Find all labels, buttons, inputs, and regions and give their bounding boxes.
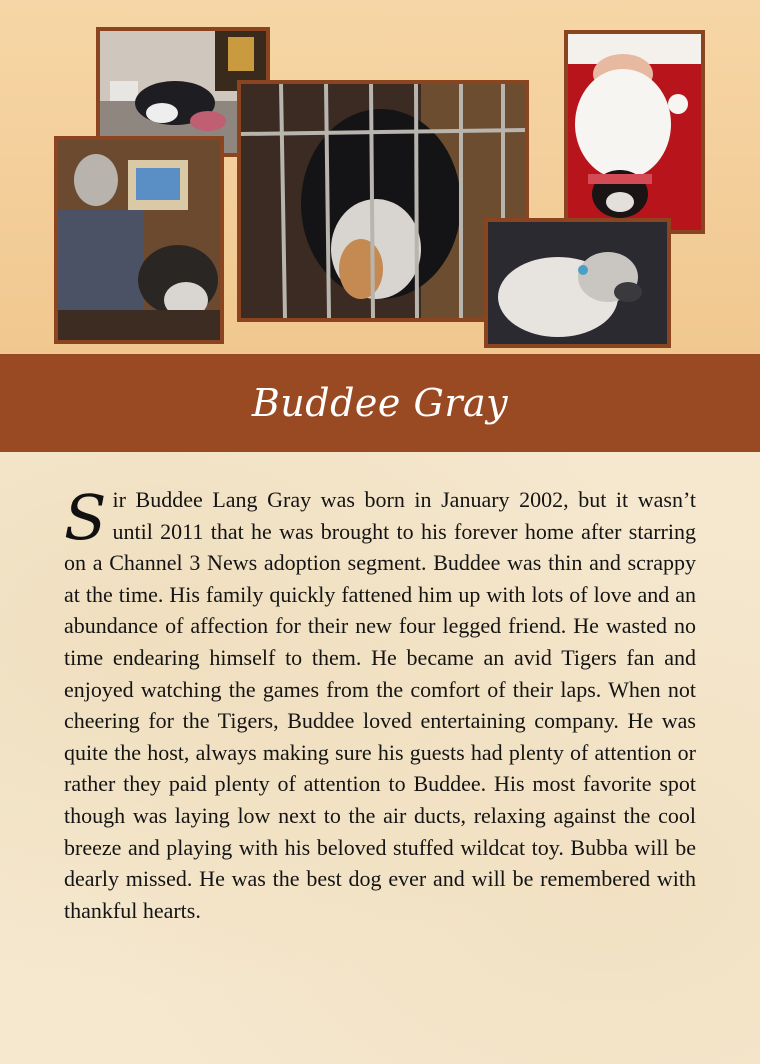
photo-dog-with-santa xyxy=(564,30,705,234)
story-paragraph xyxy=(64,481,696,926)
photo-dog-on-back xyxy=(484,218,671,348)
story-text: ir Buddee Lang Gray was born in January 2002, but it wasn’t until 2011 that he was brought to his forever home after starring on a Channel 3 News adoption segment. Buddee was thin and scrappy at the time. His family quickly fattened him up with lots of love and an abundance of affection for their new four legged friend. He wasted no time endearing himself to them. He became an avid Tigers fan and enjoyed watching the games from the comfort of their laps. When not cheering for the Tigers, Buddee loved entertaining company. He was quite the host, always making sure his guests had plenty of attention or rather they paid plenty of attention to Buddee. His most favorite spot though was laying low next to the air ducts, relaxing against the cool breeze and playing with his beloved stuffed wildcat toy. Bubba will be dearly missed. He was the best dog ever and will be remembered with thankful hearts. xyxy=(64,487,696,923)
drop-cap: S xyxy=(64,481,107,554)
title-banner xyxy=(0,354,760,452)
photo-dog-with-owner xyxy=(54,136,224,344)
page-title: Buddee Gray xyxy=(251,381,509,425)
